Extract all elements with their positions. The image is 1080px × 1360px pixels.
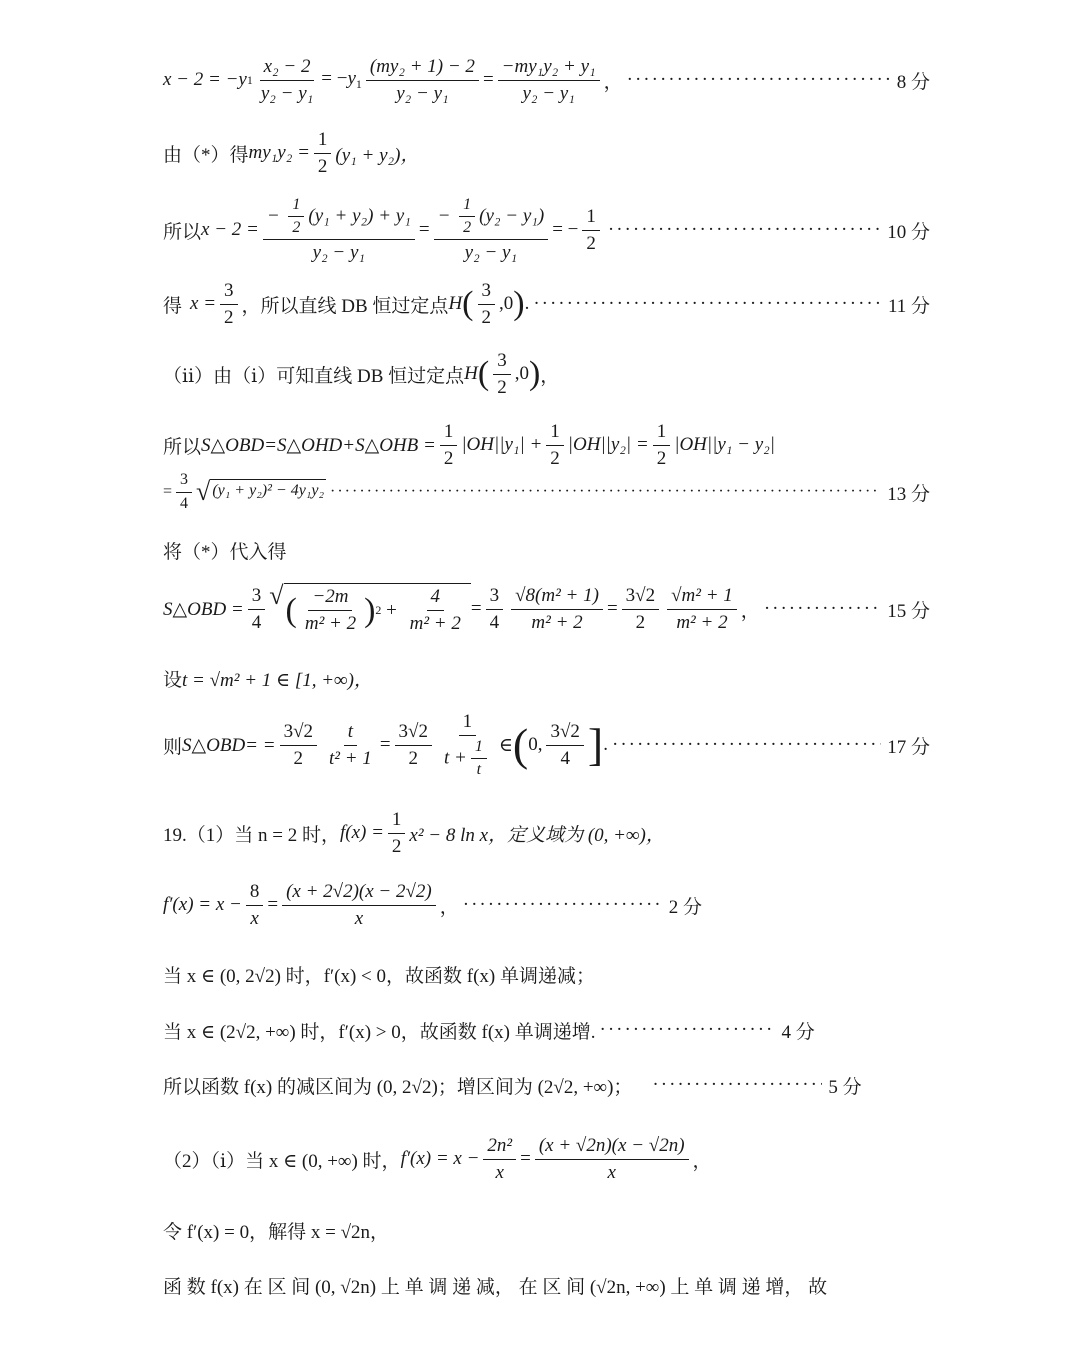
line-16: 所以函数 f(x) 的减区间为 (0, 2√2)；增区间为 (2√2, +∞)； ····· 5 分 bbox=[163, 1065, 930, 1105]
l3-frac-2: − $\frac{1}{2}$ (y₂ − y₁) y₂ − y₁ bbox=[434, 196, 549, 265]
leader-dots bbox=[612, 734, 881, 756]
sqrt: √ ( $\frac{-2m}{\text{m² + 2}}$ ) 2 + $\frac{4}{\text{m² + 2}}$ bbox=[269, 583, 471, 635]
leader-dots bbox=[627, 69, 891, 91]
line-3: 所以 x − 2 = − $\frac{1}{2}$ (y₁ + y₂) + y₁ y₂ − y₁ = − $\frac{1}{2}$ (y₂ − y₁) y₂ − y₁ = − $\frac{1}{2}$ ····· 10 分 bbox=[163, 190, 930, 270]
sqrt: √ (y₁ + y₂)² − 4y₁y₂ bbox=[196, 477, 325, 506]
line-15: 当 x ∈ (2√2, +∞) 时，f′(x) > 0，故函数 f(x) 单调递增. ····· 4 分 bbox=[163, 1010, 930, 1050]
line-7: = $\frac{3}{4}$ √ (y₁ + y₂)² − 4y₁y₂ ····· 13 分 bbox=[163, 470, 930, 514]
l1-frac-2: $\frac{\text{(my₂ + 1) − 2}}{\text{y₂ − y₁}}$ bbox=[366, 56, 479, 105]
line-10: 设 t = √m² + 1 ∈ [1, +∞)， bbox=[163, 669, 373, 691]
leader-dots bbox=[533, 293, 882, 315]
l3-frac-1: − $\frac{1}{2}$ (y₁ + y₂) + y₁ y₂ − y₁ bbox=[263, 196, 415, 265]
l1-lhs: x − 2 = −y bbox=[163, 69, 247, 90]
line-13: f′(x) = x − $\frac{8}{x}$ = $\frac{(x + 2√2)(x - 2√2)}{x}$ ， ····· 2 分 bbox=[163, 870, 930, 940]
score-label: 5 分 bbox=[828, 1076, 862, 1098]
line-9: S△OBD = $\frac{3}{4}$ √ ( $\frac{-2m}{\text{m² + 2}}$ ) 2 + $\frac{4}{\text{m² + 2}}$ = $\frac{3}{4}$ $\frac{\text{√8(m² + 1)}}{\text{m² + 2}}$ = $\frac{3√2}{2}$ $\frac{\text{√m² + 1}}{\text{m² + 2}}$ ， ····· 15 分 bbox=[163, 574, 930, 644]
line-8: 将（*）代入得 bbox=[163, 541, 287, 563]
line-2: 由（*）得 my₁y₂ = $\frac{1}{2}$ (y₁ + y₂)， bbox=[163, 128, 420, 177]
line-14: 当 x ∈ (0, 2√2) 时，f′(x) < 0，故函数 f(x) 单调递减； bbox=[163, 965, 595, 987]
line-4: 得 x = $\frac{3}{2}$ ，所以直线 DB 恒过定点 H ( $\frac{3}{2}$ ,0 ) . ····· 11 分 bbox=[163, 276, 930, 332]
score-label: 10 分 bbox=[887, 221, 930, 243]
leader-dots bbox=[608, 219, 881, 241]
score-label: 13 分 bbox=[887, 483, 930, 505]
line-19: 函 数 f(x) 在 区 间 (0, √2n) 上 单 调 递 减， 在 区 间 (√2n, +∞) 上 单 调 递 增， 故 bbox=[163, 1276, 828, 1298]
score-label: 17 分 bbox=[887, 736, 930, 758]
leader-dots bbox=[652, 1074, 822, 1096]
line-12: 19.（1）当 n = 2 时， f(x) = $\frac{1}{2}$ x² − 8 ln x，定义域为 (0, +∞)， bbox=[163, 808, 665, 857]
line-6: 所以 S△OBD=S△OHD+S△OHB = $\frac{1}{2}$ |OH||y₁| + $\frac{1}{2}$ |OH||y₂| = $\frac{1}{2}$ |OH||y₁ − y₂| bbox=[163, 420, 775, 469]
line-1: x − 2 = −y 1 $\frac{\text{x₂ − 2}}{\text{y₂ − y₁}}$ = $-y_1$ $\frac{\text{(my₂ + 1) − 2}}{\text{y₂ − y₁}}$ = $\frac{\text{−my₁y₂ + y₁}}{\text{y₂ − y₁}}$ ， ····· 8 分 bbox=[163, 50, 930, 110]
l1-frac-3: $\frac{\text{−my₁y₂ + y₁}}{\text{y₂ − y₁}}$ bbox=[498, 56, 600, 105]
line-18: 令 f′(x) = 0，解得 x = √2n， bbox=[163, 1221, 389, 1243]
score-label: 11 分 bbox=[887, 295, 930, 317]
score-label: 15 分 bbox=[887, 600, 930, 622]
leader-dots bbox=[764, 598, 881, 620]
line-5: （ⅱ）由（ⅰ）可知直线 DB 恒过定点 H ( $\frac{3}{2}$ ,0 ) ， bbox=[163, 349, 560, 398]
score-label: 8 分 bbox=[896, 71, 930, 93]
leader-dots bbox=[330, 483, 881, 501]
line-11: 则 S△OBD= = $\frac{3√2}{2}$ $\frac{t}{\text{t² + 1}}$ = $\frac{3√2}{2}$ 1 t + $\frac{1}{t}$ ∈ ( 0, $\frac{3√2}{4}$ ] . ····· 17 分 bbox=[163, 704, 930, 786]
l1-frac-1: $\frac{\text{x₂ − 2}}{\text{y₂ − y₁}}$ bbox=[260, 55, 314, 104]
leader-dots bbox=[600, 1019, 776, 1041]
line-17: （2）（ⅰ）当 x ∈ (0, +∞) 时， f′(x) = x − $\frac{\text{2n²}}{x}$ = $\frac{(x + √2n)(x - √2n)}{x}$ ， bbox=[163, 1134, 712, 1183]
score-label: 4 分 bbox=[781, 1021, 815, 1043]
score-label: 2 分 bbox=[668, 896, 703, 918]
half-frac: $\frac{1}{2}$ bbox=[314, 129, 332, 178]
leader-dots bbox=[463, 894, 663, 916]
